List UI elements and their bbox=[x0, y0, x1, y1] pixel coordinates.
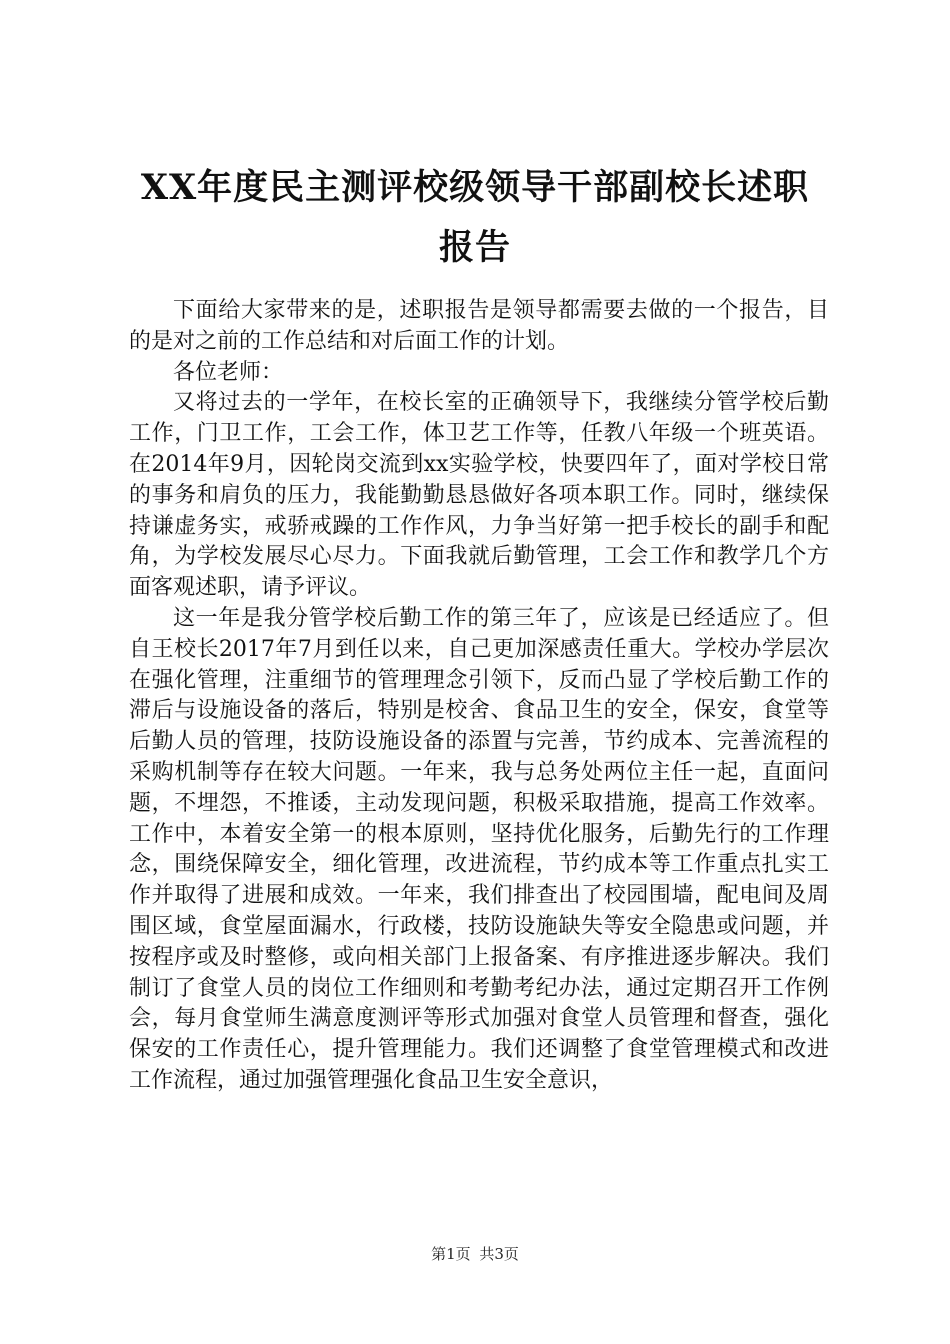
intro-paragraph: 下面给大家带来的是，述职报告是领导都需要去做的一个报告，目的是对之前的工作总结和对后面工作的计划。 bbox=[129, 298, 829, 354]
body-paragraph: 这一年是我分管学校后勤工作的第三年了，应该是已经适应了。但自王校长2017年7月到任以来，自己更加深感责任重大。学校办学层次在强化管理，注重细节的管理理念引领下，反而凸显了学校后勤工作的滞后与设施设备的落后，特别是校舍、食品卫生的安全，保安，食堂等后勤人员的管理，技防设施设备的添置与完善，节约成本、完善流程的采购机制等存在较大问题。一年来，我与总务处两位主任一起，直面问题，不埋怨，不推诿，主动发现问题，积极采取措施，提高工作效率。工作中，本着安全第一的根本原则，坚持优化服务，后勤先行的工作理念，围绕保障安全，细化管理，改进流程，节约成本等工作重点扎实工作并取得了进展和成效。一年来，我们排查出了校园围墙，配电间及周围区域，食堂屋面漏水，行政楼，技防设施缺失等安全隐患或问题，并按程序或及时整修，或向相关部门上报备案、有序推进逐步解决。我们制订了食堂人员的岗位工作细则和考勤考纪办法，通过定期召开工作例会，每月食堂师生满意度测评等形式加强对食堂人员管理和督查，强化保安的工作责任心，提升管理能力。我们还调整了食堂管理模式和改进工作流程，通过加强管理强化食品卫生安全意识， bbox=[129, 605, 829, 1093]
document-title: XX年度民主测评校级领导干部副校长述职报告 bbox=[140, 167, 810, 268]
document-body bbox=[129, 296, 829, 1097]
page-footer bbox=[0, 1243, 950, 1264]
page-number: 第1页 bbox=[431, 1245, 471, 1263]
body-paragraph: 又将过去的一学年，在校长室的正确领导下，我继续分管学校后勤工作，门卫工作，工会工作，体卫艺工作等，任教八年级一个班英语。在2014年9月，因轮岗交流到xx实验学校，快要四年了，面对学校日常的事务和肩负的压力，我能勤勤恳恳做好各项本职工作。同时，继续保持谦虚务实，戒骄戒躁的工作作风，力争当好第一把手校长的副手和配角，为学校发展尽心尽力。下面我就后勤管理，工会工作和教学几个方面客观述职，请予评议。 bbox=[129, 390, 829, 601]
salutation: 各位老师： bbox=[173, 359, 284, 385]
page-total: 共3页 bbox=[479, 1245, 519, 1263]
